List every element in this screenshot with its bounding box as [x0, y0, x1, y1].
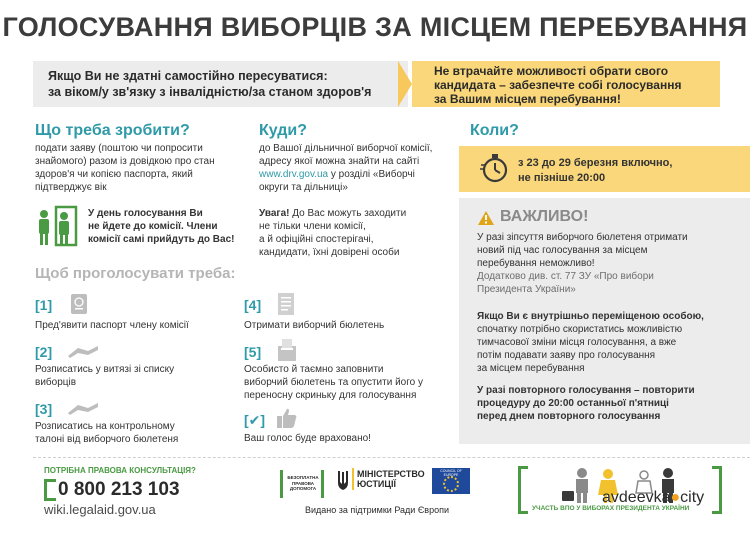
important-heading: ВАЖЛИВО! [500, 208, 589, 225]
banner-right-line: за Вашим місцем перебування! [434, 92, 621, 106]
step-number: [3] [35, 401, 53, 417]
where-site-tail: у розділі «Виборчі [328, 169, 415, 180]
step-text [244, 319, 454, 332]
attention-text [259, 207, 459, 259]
page-title: ГОЛОСУВАННЯ ВИБОРЦІВ ЗА МІСЦЕМ ПЕРЕБУВАННЯ [2, 12, 748, 42]
ministry-line: ЮСТИЦІЇ [357, 479, 396, 489]
banner-left-text [48, 68, 408, 100]
attention-label: Увага! [259, 208, 290, 219]
phone-bracket [44, 479, 56, 501]
what-line: здоров'я чи копією паспорта, який [35, 169, 193, 180]
ballot-icon [276, 292, 296, 316]
passport-icon [69, 293, 89, 315]
important-line: перед днем повторного голосування [477, 411, 661, 422]
where-line: округи та дільниці» [259, 182, 348, 193]
vpo-bracket-right [712, 466, 722, 514]
drv-site-link[interactable]: www.drv.gov.ua [259, 169, 329, 180]
what-heading: Що треба зробити? [35, 122, 190, 139]
date-text [518, 156, 748, 186]
step-line: виборчий бюлетень та опустити його у [244, 377, 423, 388]
attention-line [259, 207, 459, 220]
banner-left-line: за віком/у зв'язку з інвалідністю/за станом здоров'я [48, 85, 372, 99]
what-text [35, 142, 250, 194]
important-line: У разі повторного голосування – повторити [477, 385, 695, 396]
attention-line: кандидати, їхні довірені особи [259, 247, 400, 258]
thumbs-up-icon [276, 407, 298, 429]
step-text [244, 432, 454, 445]
important-line: за місцем перебування [477, 363, 585, 374]
visit-day-line: У день голосування Ви [88, 208, 203, 219]
step-line: Ваш голос буде враховано! [244, 433, 371, 444]
step-number: [4] [244, 297, 262, 313]
banner-left-line: Якщо Ви не здатні самостійно пересуватися: [48, 69, 328, 83]
date-line: не пізніше 20:00 [518, 172, 606, 184]
important-para3 [477, 384, 747, 423]
support-text: Видано за підтримки Ради Європи [305, 505, 449, 515]
date-line: з 23 до 29 березня включно, [518, 157, 673, 169]
what-line: підтверджує вік [35, 182, 107, 193]
step-line: виборців [35, 377, 77, 388]
legalaid-logo-text: БЕЗОПЛАТНА ПРАВОВА ДОПОМОГА [287, 475, 319, 491]
ministry-logo-text [357, 469, 425, 489]
step-text [244, 363, 459, 402]
when-heading: Коли? [470, 122, 519, 139]
warning-icon [477, 210, 495, 226]
ministry-divider [352, 468, 354, 490]
step-number: [2] [35, 344, 53, 360]
consult-label: ПОТРІБНА ПРАВОВА КОНСУЛЬТАЦІЯ? [44, 466, 196, 475]
coe-text: COUNCIL OF EUROPE [440, 469, 462, 477]
banner-arrow [398, 61, 412, 107]
banner-right-line: кандидата – забезпечте собі голосування [434, 78, 682, 92]
where-line: адресу якої можна знайти на сайті [259, 156, 420, 167]
important-line: новий під час голосування за місцем [477, 245, 648, 256]
ballot-box-icon [276, 338, 298, 362]
eu-stars-icon [443, 476, 459, 492]
step-number: [✔] [244, 412, 266, 428]
what-line: знайомого) разом із довідкою про стан [35, 156, 215, 167]
ministry-line: МІНІСТЕРСТВО [357, 469, 425, 479]
where-line [259, 168, 459, 181]
step-text [35, 319, 235, 332]
step-text [35, 420, 235, 446]
important-para1 [477, 231, 747, 296]
step-number: [5] [244, 344, 262, 360]
important-para2 [477, 310, 747, 375]
vpo-bracket-left [518, 466, 528, 514]
watermark-dot-icon: ● [670, 489, 681, 506]
visit-day-line: не йдете до комісії. Члени [88, 221, 218, 232]
banner-right-line: Не втрачайте можливості обрати свого [434, 64, 669, 78]
hotline-phone[interactable]: 0 800 213 103 [58, 479, 180, 500]
step-line: Розписатись у витязі зі списку [35, 364, 175, 375]
what-line: подати заяву (поштою чи попросити [35, 143, 203, 154]
step-number: [1] [35, 297, 53, 313]
visit-day-line: комісії самі прийдуть до Вас! [88, 234, 235, 245]
avdeevka-watermark [602, 489, 704, 507]
signing-hand-icon [66, 342, 100, 358]
important-line: потім подавати заяву про голосування [477, 350, 656, 361]
step-line: Розписатись на контрольному [35, 421, 175, 432]
attention-line: не тільки члени комісії, [259, 221, 366, 232]
important-line: спочатку потрібно скористатись можливістю [477, 324, 683, 335]
attention-line: а й офіційні спостерігачі, [259, 234, 374, 245]
trident-icon [336, 469, 350, 491]
attention-tail: До Вас можуть заходити [289, 208, 407, 219]
step-line: Пред'явити паспорт члену комісії [35, 320, 189, 331]
important-line: Додатково див. ст. 77 ЗУ «Про вибори [477, 271, 654, 282]
important-line: тимчасової зміни місця голосування, а вже [477, 337, 677, 348]
where-heading: Куди? [259, 122, 308, 139]
legalaid-site-link[interactable]: wiki.legalaid.gov.ua [44, 502, 156, 517]
where-line: до Вашої дільничної виборчої комісії, [259, 143, 433, 154]
step-line: Отримати виборчий бюлетень [244, 320, 385, 331]
banner-right-text [434, 64, 724, 106]
steps-heading: Щоб проголосувати треба: [35, 265, 236, 282]
watermark-tail: city [680, 489, 705, 506]
where-text [259, 142, 459, 194]
stopwatch-icon [478, 151, 512, 185]
visit-day-text [88, 207, 258, 246]
vpo-caption: УЧАСТЬ ВПО У ВИБОРАХ ПРЕЗИДЕНТА УКРАЇНИ [532, 505, 690, 512]
important-line: процедуру до 20:00 останньої п'ятниці [477, 398, 669, 409]
visit-people-icon [34, 205, 80, 247]
step-line: Особисто й таємно заповнити [244, 364, 384, 375]
step-text [35, 363, 235, 389]
signing-hand-icon [66, 399, 100, 415]
step-line: переносну скриньку для голосування [244, 390, 417, 401]
important-line: У разі зіпсуття виборчого бюлетеня отримати [477, 232, 688, 243]
important-line: Президента України» [477, 284, 576, 295]
watermark-text: avdeevka [602, 489, 671, 506]
footer-divider [33, 457, 750, 458]
important-line: Якщо Ви є внутрішньо переміщеною особою, [477, 311, 704, 322]
important-line: перебування неможливо! [477, 258, 595, 269]
step-line: талоні від виборчого бюлетеня [35, 434, 179, 445]
